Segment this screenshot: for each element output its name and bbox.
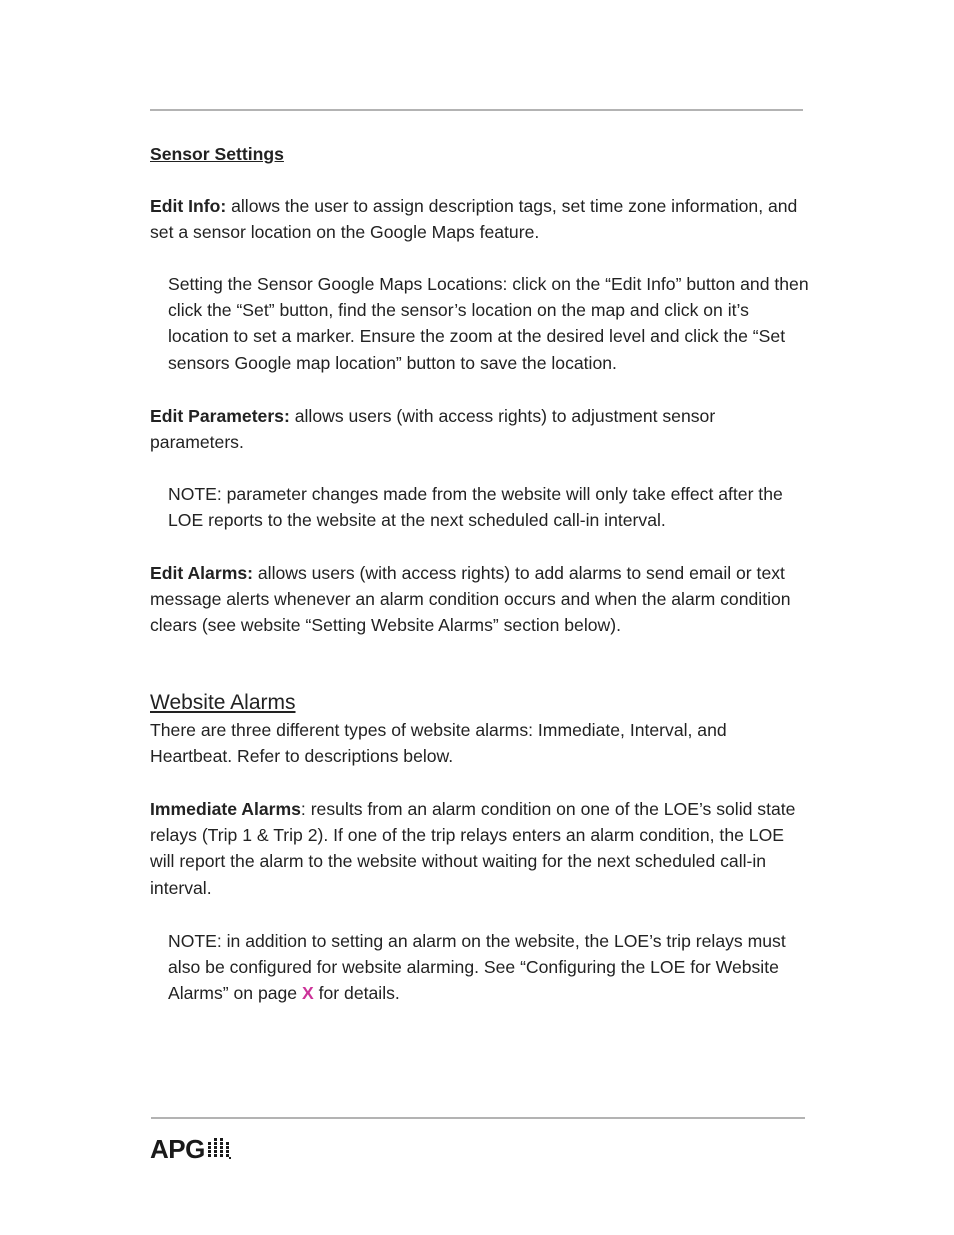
header-rule (150, 109, 803, 111)
page-reference: X (301, 983, 314, 1004)
edit-alarms-label: Edit Alarms: (150, 563, 253, 583)
edit-alarms-text: allows users (with access rights) to add alarms to send email or text message alerts whenever an alarm condition occurs and when the alarm condition clears (see website “Setting Website Alarms” section below). (150, 563, 791, 636)
logo-grid-icon (207, 1138, 231, 1160)
immediate-alarms-label: Immediate Alarms (150, 799, 301, 819)
edit-alarms-paragraph (150, 560, 810, 639)
sensor-settings-heading: Sensor Settings (150, 144, 284, 164)
immediate-alarms-paragraph (150, 796, 810, 901)
website-alarms-heading: Website Alarms (150, 691, 296, 714)
edit-info-label: Edit Info: (150, 196, 227, 216)
apg-logo (150, 1136, 231, 1162)
immediate-alarms-text: : results from an alarm condition on one of the LOE’s solid state relays (Trip 1 & Trip 2). If one of the trip relays enters an alarm condition, the LOE will report the alarm to the website without waiting for the next scheduled call-in interval. (150, 799, 796, 898)
maps-location-note: Setting the Sensor Google Maps Locations: click on the “Edit Info” button and then click the “Set” button, find the sensor’s location on the map and click on it’s location to set a marker. Ensure the zoom at the desired level and click the “Set sensors Google map location” button to save the location. (168, 274, 809, 373)
footer-rule (151, 1117, 805, 1119)
note-text-after: for details. (313, 983, 400, 1004)
edit-info-paragraph (150, 193, 810, 245)
website-alarms-intro: There are three different types of website alarms: Immediate, Interval, and Heartbeat. Refer to descriptions below. (150, 720, 727, 767)
edit-info-text: allows the user to assign description tags, set time zone information, and set a sensor location on the Google Maps feature. (150, 196, 798, 243)
edit-parameters-paragraph (150, 403, 810, 455)
edit-parameters-label: Edit Parameters: (150, 406, 290, 426)
note-text-before: NOTE: in addition to setting an alarm on the website, the LOE’s trip relays must also be configured for website alarming. See “Configuring the LOE for Website Alarms” on page (168, 931, 786, 1004)
website-alarming-note (168, 928, 810, 1007)
logo-text: APG (150, 1134, 205, 1164)
parameters-note: NOTE: parameter changes made from the website will only take effect after the LOE reports to the website at the next scheduled call-in interval. (168, 484, 783, 531)
edit-parameters-text: allows users (with access rights) to adjustment sensor parameters. (150, 406, 716, 453)
